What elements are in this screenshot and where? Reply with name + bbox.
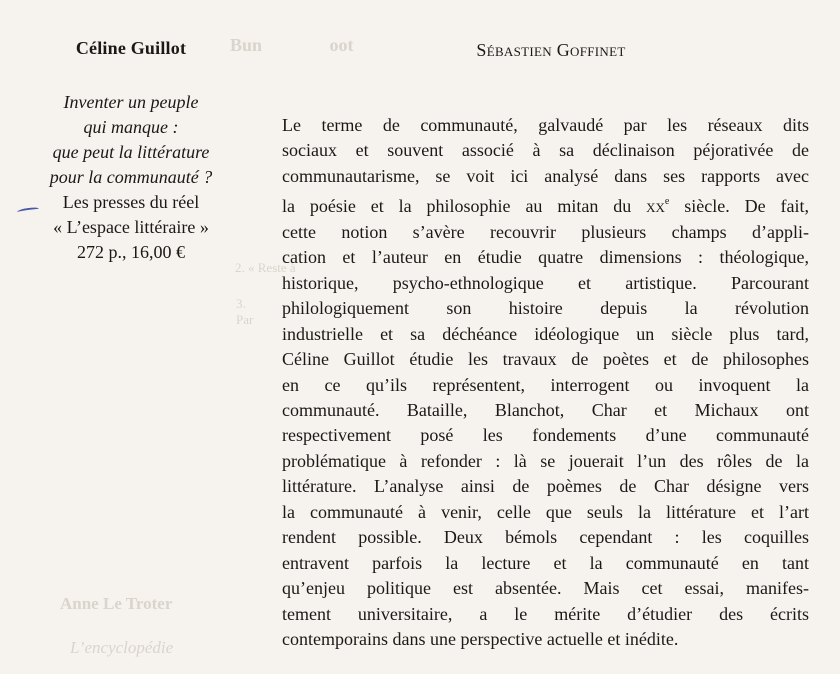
review-line: rendent possible. Deux bémols cependant : les coquilles (282, 527, 809, 548)
review-line: historique, psycho-ethnologique et artistique. Parcourant (282, 272, 809, 293)
book-title-line: pour la communauté ? (49, 167, 213, 187)
show-through-text: L’encyclopédie (70, 638, 174, 657)
show-through-text: Anne Le Troter (60, 594, 173, 613)
review-line: industrielle et sa déchéance idéologique un siècle plus tard, (282, 323, 809, 344)
review-line: problématique à refonder : là se jouerait l’un des rôles de la (282, 450, 809, 471)
book-author: Céline Guillot (75, 38, 187, 58)
show-through-text: Bun oot (230, 35, 354, 55)
review-line: contemporains dans une perspective actuelle et inédite. (282, 629, 679, 650)
show-through-text: 3. Par (236, 296, 254, 327)
review-line: littérature. L’analyse ainsi de poèmes de Char désigne vers (282, 476, 809, 497)
book-title-line: que peut la littérature (52, 142, 210, 162)
review-line-part: la poésie et la philosophie au mitan du (282, 196, 647, 217)
review-line-part: siècle. De fait, (669, 196, 810, 217)
review-line: cation et l’auteur en étudie quatre dimensions : théologique, (282, 247, 809, 268)
book-collection: « L’espace littéraire » (53, 217, 209, 237)
century-superscript: e (664, 196, 670, 208)
review-line: la communauté à venir, celle que seuls la littérature et l’art (282, 501, 809, 522)
book-title (0, 90, 262, 190)
century-numeral: xx (646, 196, 665, 217)
show-through-text: 2. « Reste à (235, 260, 296, 275)
reviewer-name: Sébastien Goffinet (476, 40, 626, 60)
book-details: 272 p., 16,00 € (77, 242, 185, 262)
review-line: cette notion s’avère recouvrir plusieurs champs d’appli- (282, 221, 809, 242)
review-line: sociaux et souvent associé à sa déclinaison péjorativée de (282, 140, 809, 161)
review-line: entravent parfois la lecture et la communauté en tant (282, 552, 809, 573)
book-title-line: Inventer un peuple (63, 92, 199, 112)
review-line: philologiquement son histoire depuis la révolution (282, 298, 809, 319)
review-line: tement universitaire, a le mérite d’étudier des écrits (282, 603, 809, 624)
book-publisher: Les presses du réel (62, 192, 200, 212)
book-info-column (0, 0, 262, 674)
review-line: communautarisme, se voit ici analysé dans ses rapports avec (282, 165, 809, 186)
review-line: en ce qu’ils représentent, interrogent ou invoquent la (282, 374, 809, 395)
review-line: qu’enjeu politique est absentée. Mais cet essai, manifes- (282, 578, 809, 599)
review-line: communauté. Bataille, Blanchot, Char et Michaux ont (282, 399, 809, 420)
review-line: Le terme de communauté, galvaudé par les réseaux dits (282, 115, 809, 135)
review-line (282, 189, 809, 219)
review-line: respectivement posé les fondements d’une communauté (282, 425, 809, 446)
review-text (282, 113, 809, 653)
review-line: Céline Guillot étudie les travaux de poètes et de philosophes (282, 349, 809, 370)
book-title-line: qui manque : (83, 117, 179, 137)
